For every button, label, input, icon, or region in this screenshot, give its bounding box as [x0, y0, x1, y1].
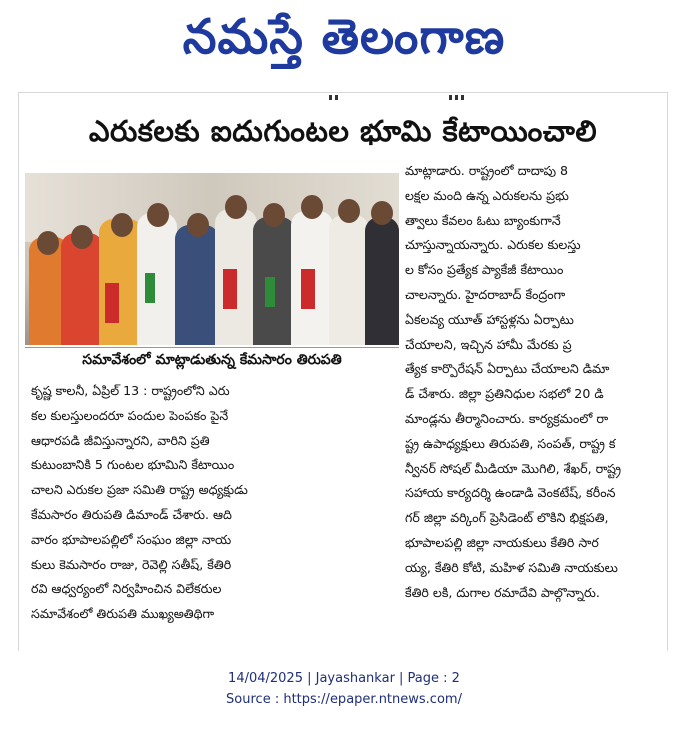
text-line: కేమసారం తిరుపతి డిమాండ్ చేశారు. ఆది	[31, 506, 232, 522]
text-line: ఆధారపడి జీవిస్తున్నారని, వారిని ప్రతి	[31, 432, 210, 448]
text-line: గర్ జిల్లా వర్కింగ్ ప్రెసిడెంట్ లొకిని భిక్షపతి,	[405, 510, 609, 526]
text-line: సమావేశంలో తిరుపతి ముఖ్యఅతిథిగా	[31, 606, 215, 622]
text-line: మాట్లాడారు. రాష్ట్రంలో దాదాపు 8	[405, 163, 569, 178]
text-line: డ్ చేశారు. జిల్లా ప్రతినిధుల సభలో 20 డి	[405, 386, 604, 402]
article-clipping	[18, 92, 668, 651]
text-line: సహాయ కార్యదర్శి ఉండాడి వెంకటేష్, కరీంన	[405, 485, 616, 501]
source-link[interactable]: Source : https://epaper.ntnews.com/	[226, 692, 462, 707]
text-line: చాలన్నారు. హైదరాబాద్ కేంద్రంగా	[405, 286, 566, 302]
text-line: చాలని ఎరుకల ప్రజా సమితి రాష్ట్ర అధ్యక్షుడు	[31, 482, 248, 498]
photo-caption: సమావేశంలో మాట్లాడుతున్న కేమసారం తిరుపతి	[25, 347, 399, 374]
page-footer	[0, 668, 688, 710]
article-photo	[25, 173, 399, 345]
text-line: య్య, కేతిరి కోటి, మహిళ సమితి నాయకులు	[405, 559, 618, 575]
text-line: భూపాలపల్లి జిల్లా నాయకులు కేతిరి సార	[405, 534, 599, 550]
article-headline: ఎరుకలకు ఐదుగుంటల భూమి కేటాయించాలి	[88, 114, 598, 148]
text-line: కుటుంబానికి 5 గుంటల భూమిని కేటాయిం	[31, 457, 235, 473]
text-line: వారం భూపాలపల్లిలో సంఘం జిల్లా నాయ	[31, 531, 232, 547]
cropped-top-edge	[309, 93, 529, 101]
article-column-right	[405, 159, 663, 605]
text-line: త్యేక కార్పొరేషన్ ఏర్పాటు చేయాలని డిమా	[405, 361, 610, 377]
text-line: ష్ట్ర ఉపాధ్యక్షులు తిరుపతి, సంపత్, రాష్ట్ర క	[405, 435, 616, 451]
text-line: కేతిరి లకి, దుగాల రమాదేవి పాల్గొన్నారు.	[405, 584, 600, 600]
text-line: ల కోసం ప్రత్యేక ప్యాకేజీ కేటాయిం	[405, 262, 564, 278]
text-line: రవి ఆధ్వర్యంలో నిర్వహించిన విలేకరుల	[31, 581, 222, 597]
text-line: చూస్తున్నాయన్నారు. ఎరుకల కులస్తు	[405, 237, 581, 253]
text-line: త్వాలు కేవలం ఓటు బ్యాంకుగానే	[405, 212, 561, 228]
text-line: ఏకలవ్య యూత్ హాస్టళ్లను ఏర్పాటు	[405, 311, 574, 327]
text-line: కృష్ణ కాలనీ, ఏప్రిల్ 13 : రాష్ట్రంలోని ఎరు	[31, 383, 230, 398]
newspaper-logo: నమస్తే తెలంగాణ	[182, 9, 506, 65]
text-line: కులు కెమసారం రాజు, రెవెల్లి సతీష్, కేతిరి	[31, 556, 232, 572]
text-line: మాండ్లను తీర్మానించారు. కార్యక్రమంలో రా	[405, 410, 609, 426]
text-line: చేయాలని, ఇచ్చిన హామీ మేరకు ప్ర	[405, 336, 572, 352]
text-line: లక్షల మంది ఉన్న ఎరుకలను ప్రభు	[405, 187, 569, 203]
article-column-left	[31, 379, 399, 627]
text-line: న్వీనర్ సోషల్ మీడియా మొగిలి, శేఖర్, రాష్ట్ర	[405, 460, 622, 476]
text-line: కల కులస్తులందరూ పందుల పెంపకం పైనే	[31, 407, 229, 423]
edition-info: 14/04/2025 | Jayashankar | Page : 2	[228, 671, 460, 686]
masthead	[0, 0, 688, 86]
